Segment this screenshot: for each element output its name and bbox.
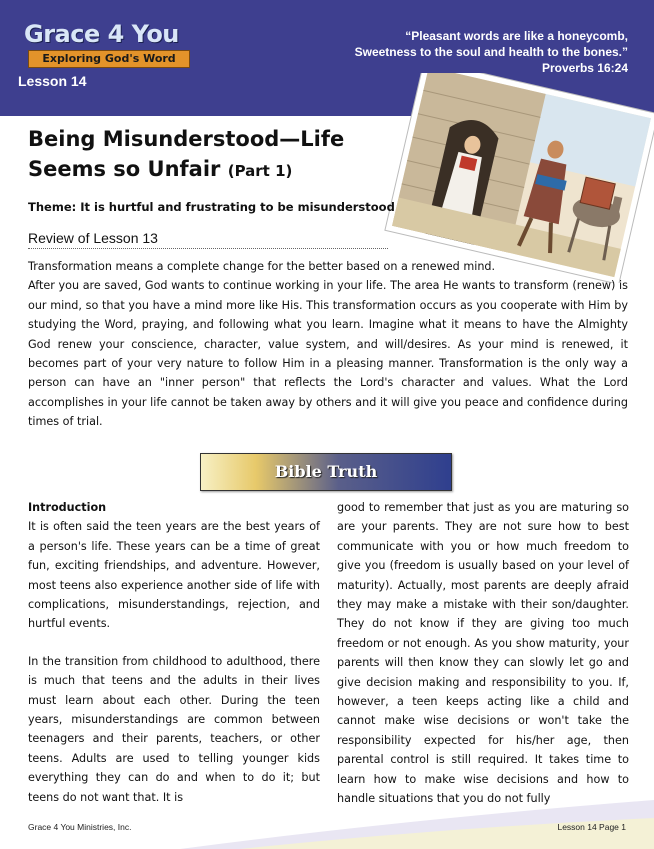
footer-page-number: Lesson 14 Page 1	[557, 822, 626, 832]
lesson-title-part: (Part 1)	[227, 162, 293, 180]
review-paragraph-1: Transformation means a complete change for the better based on a renewed mind.	[28, 260, 496, 273]
lesson-title	[28, 124, 378, 186]
introduction-heading: Introduction	[28, 501, 107, 514]
footer-swoosh-decoration	[180, 780, 654, 849]
lesson-number: Lesson 14	[18, 73, 87, 89]
left-paragraph-2: In the transition from childhood to adulthood, there is much that teens and the adults in their lives must learn about each other. During the teen years, misunderstandings are common between teenagers and their parents, teachers, or other teens. Adults are used to telling younger kids everything they can do and when to do it; but teens do not want that. It is	[28, 654, 320, 804]
lesson-theme: Theme: It is hurtful and frustrating to be misunderstood	[28, 200, 395, 214]
scripture-quote	[328, 28, 628, 76]
bible-truth-label: Bible Truth	[274, 462, 378, 481]
right-paragraph-1: good to remember that just as you are maturing so are your parents. They are not sure how to best communicate with you or how much freedom to give you (freedom is usually based on your level of maturity). Actually, most parents are deeply afraid they may make a mistake with their son/daughter. They do not know if they are giving too much freedom or not enough. As you show maturity, your parents will then know they can slowly let go and give decision making and responsibility to you. If, however, a teen keeps acting like a child and cannot make wise decisions or won't take the responsibility expected for his/her age, then parental control is still required. It takes time to learn how to make wise decisions and how to handle situations that you do not fully	[337, 501, 629, 806]
logo-wordmark: Grace 4 You	[24, 20, 179, 48]
left-column	[28, 498, 320, 807]
logo-tagline: Exploring God's Word	[28, 50, 190, 68]
review-heading: Review of Lesson 13	[28, 230, 388, 249]
review-section	[28, 257, 628, 432]
lesson-title-main: Being Misunderstood—Life Seems so Unfair	[28, 127, 345, 181]
grace4you-logo	[18, 16, 190, 70]
quote-line-2: Sweetness to the soul and health to the bones.”	[354, 45, 628, 59]
quote-line-1: “Pleasant words are like a honeycomb,	[405, 29, 628, 43]
right-column	[337, 498, 629, 809]
review-paragraph-2: After you are saved, God wants to continue working in your life. The area He wants to transform (renew) is our mind, so that you have a mind more like His. This transformation occurs as you cooperate with Him by studying the Word, praying, and following what you learn. Imagine what it means to have the Almighty God renew your conscience, character, value system, and will/desires. As your mind is renewed, it becomes part of your very nature to follow Him in a pleasing manner. Transformation is the only way a person can have an "inner person" that reflects the Lord's character and values. What the Lord accomplishes in your life cannot be taken away by others and it will give you peace and confidence during times of trial.	[28, 279, 628, 429]
left-paragraph-1: It is often said the teen years are the best years of a person's life. These years can be a time of great fun, exciting friendships, and adventure. However, most teens also experience another side of life with complications, misunderstandings, rejection, and hurtful events.	[28, 520, 320, 631]
paragraph-gap	[28, 634, 320, 652]
footer-ministry: Grace 4 You Ministries, Inc.	[28, 822, 132, 832]
quote-reference: Proverbs 16:24	[541, 61, 628, 75]
bible-scene-illustration	[370, 73, 654, 283]
bible-truth-banner	[200, 453, 452, 491]
